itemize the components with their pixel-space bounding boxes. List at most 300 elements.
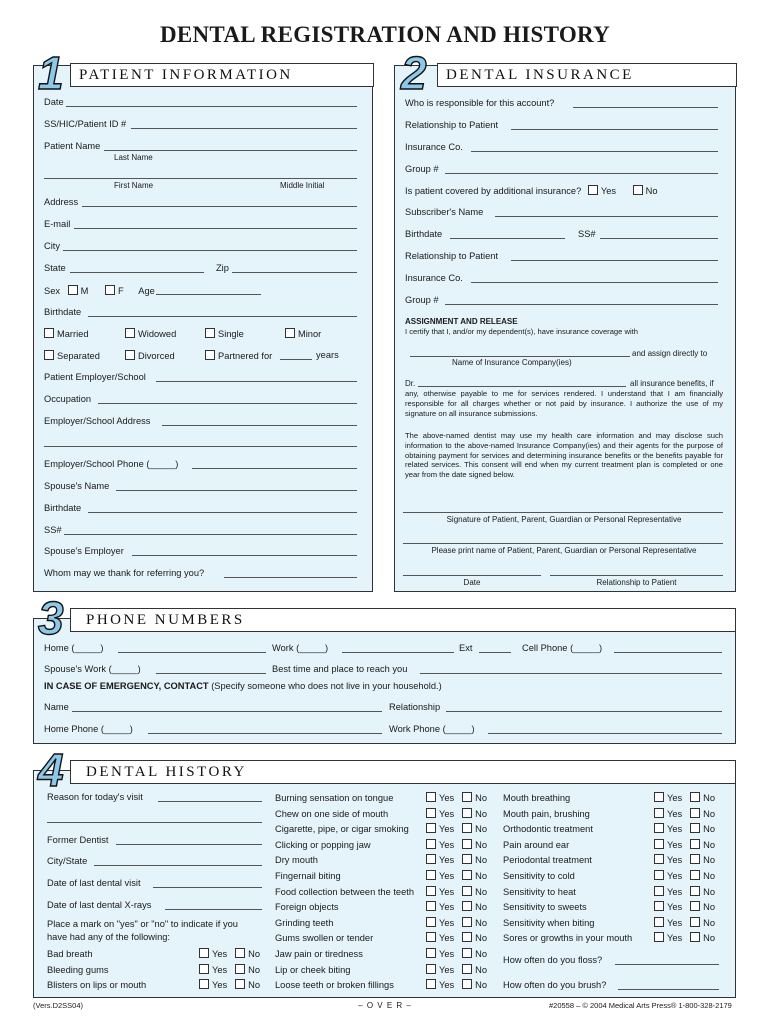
history-no-checkbox[interactable] [462,932,472,942]
yes-label: Yes [667,793,683,803]
address-label: Address [44,197,79,207]
history-no-checkbox[interactable] [462,854,472,864]
spouse-work-label: Spouse's Work (_____) [44,664,141,674]
history-item-label: Sensitivity to cold [503,871,575,881]
history-item [503,792,715,804]
employer-phone-label: Employer/School Phone (_____) [44,459,179,469]
minor-label: Minor [298,329,322,339]
history-no-checkbox[interactable] [462,823,472,833]
emergency-heading: IN CASE OF EMERGENCY, CONTACT [44,681,209,691]
instruction-line-2: have had any of the following: [47,932,171,942]
yes-label: Yes [439,980,455,991]
history-yes-checkbox[interactable] [654,932,664,942]
state-field[interactable] [70,272,204,273]
history-item-label: Lip or cheek biting [275,964,351,975]
separated-label: Separated [57,351,100,361]
ssid-field[interactable] [131,128,357,129]
sex-f-label: F [117,286,124,296]
reason-label: Reason for today's visit [47,792,143,802]
history-item [275,917,487,929]
history-no-checkbox[interactable] [462,839,472,849]
history-item [503,808,715,820]
history-item-label: Loose teeth or broken fillings [275,980,394,991]
history-item [47,979,260,991]
email-field[interactable] [74,228,357,229]
subscriber-label: Subscriber's Name [405,207,484,217]
yes-label: Yes [667,902,683,913]
section-number-4: 4 [38,744,64,796]
partnered-years-field[interactable] [280,359,312,360]
no-label: No [248,964,261,975]
no-label: No [475,964,488,975]
history-item [503,932,715,944]
city-state-field[interactable] [94,865,262,866]
history-item-label: Bleeding gums [47,964,109,975]
signature-field[interactable] [403,512,723,513]
over-text: – O V E R – [358,1001,412,1010]
history-no-checkbox[interactable] [690,839,700,849]
history-item-label: Sensitivity when biting [503,917,595,928]
history-item [275,823,487,835]
employer-field[interactable] [156,381,357,382]
no-label: No [703,855,716,866]
form-title: DENTAL REGISTRATION AND HISTORY [159,22,611,47]
history-yes-checkbox[interactable] [654,901,664,911]
last-visit-field[interactable] [153,887,262,888]
history-yes-checkbox[interactable] [199,979,209,989]
history-no-checkbox[interactable] [690,792,700,802]
city-label: City [44,241,61,251]
yes-label: Yes [439,917,455,928]
history-yes-checkbox[interactable] [654,839,664,849]
history-yes-checkbox[interactable] [426,808,436,818]
additional-no-label: No [645,186,658,196]
history-item [275,854,487,866]
last-name-field[interactable] [104,150,357,151]
section-number-2: 2 [401,47,427,99]
separated-option [44,350,100,362]
first-name-field[interactable] [44,178,357,179]
floss-field[interactable] [615,964,719,965]
insurance-company-caption: Name of Insurance Company(ies) [452,358,572,367]
history-item [47,964,260,976]
responsible-label: Who is responsible for this account? [405,98,555,108]
yes-label: Yes [439,949,455,959]
no-label: No [703,886,716,897]
zip-field[interactable] [232,272,357,273]
history-no-checkbox[interactable] [690,917,700,927]
sex-row [44,285,155,297]
history-no-checkbox[interactable] [690,870,700,880]
former-dentist-label: Former Dentist [47,835,109,845]
history-item-label: Clicking or popping jaw [275,839,371,850]
divorced-label: Divorced [138,351,175,361]
yes-label: Yes [439,839,455,850]
insurance-co-field[interactable] [471,151,718,152]
spouse-name-label: Spouse's Name [44,481,110,491]
employer-label: Patient Employer/School [44,372,146,382]
history-item [275,808,487,820]
insurance-co2-field[interactable] [471,282,718,283]
birthdate-label: Birthdate [44,307,82,317]
history-yes-checkbox[interactable] [199,948,209,958]
certify-text: I certify that I, and/or my dependent(s), have insurance coverage with [405,327,638,336]
history-item [503,854,715,866]
no-label: No [475,902,488,913]
history-no-checkbox[interactable] [235,979,245,989]
yes-label: Yes [667,871,683,881]
address-field[interactable] [82,206,357,207]
ext-label: Ext [459,643,473,653]
insurance-co-label: Insurance Co. [405,142,463,152]
best-time-field[interactable] [420,673,722,674]
history-yes-checkbox[interactable] [426,839,436,849]
yes-label: Yes [212,949,228,959]
print-name-caption: Please print name of Patient, Parent, Guardian or Personal Representative [431,546,697,555]
history-yes-checkbox[interactable] [426,948,436,958]
yes-label: Yes [439,886,455,897]
emergency-name-label: Name [44,702,69,712]
yes-label: Yes [439,808,455,819]
yes-label: Yes [667,808,683,819]
history-item-label: Mouth breathing [503,793,571,803]
copyright-text: #20558 – © 2004 Medical Arts Press® 1-800-328-2179 [549,1001,732,1010]
version-text: (Vers.D2SS04) [33,1001,84,1010]
signed-date-caption: Date [463,578,481,587]
yes-label: Yes [439,793,455,803]
dental-history-heading: DENTAL HISTORY [86,764,247,780]
dentist-name-field[interactable] [418,386,626,387]
additional-no-checkbox[interactable] [633,185,643,195]
referral-label: Whom may we thank for referring you? [44,568,205,578]
no-label: No [475,824,488,835]
history-item-label: Burning sensation on tongue [275,793,394,803]
history-no-checkbox[interactable] [462,808,472,818]
history-yes-checkbox[interactable] [654,792,664,802]
signature-caption: Signature of Patient, Parent, Guardian or Personal Representative [446,515,682,524]
widowed-checkbox[interactable] [125,328,135,338]
last-visit-label: Date of last dental visit [47,878,141,888]
date-field[interactable] [66,106,357,107]
date-label: Date [44,97,64,107]
emergency-work-phone-label: Work Phone (_____) [389,724,475,734]
history-yes-checkbox[interactable] [426,823,436,833]
history-no-checkbox[interactable] [690,886,700,896]
last-xrays-label: Date of last dental X-rays [47,900,152,910]
yes-label: Yes [667,855,683,866]
history-yes-checkbox[interactable] [426,964,436,974]
history-no-checkbox[interactable] [690,901,700,911]
history-item [275,964,487,976]
home-phone-label: Home (_____) [44,643,104,653]
emergency-work-phone-field[interactable] [488,733,722,734]
city-state-label: City/State [47,856,88,866]
minor-checkbox[interactable] [285,328,295,338]
no-label: No [703,839,716,850]
emergency-home-phone-label: Home Phone (_____) [44,724,133,734]
divorced-checkbox[interactable] [125,350,135,360]
emergency-note: (Specify someone who does not live in your household.) [211,681,442,691]
ins-ss-label: SS# [578,229,596,239]
no-label: No [703,793,716,803]
history-item-label: Sensitivity to heat [503,886,576,897]
no-label: No [475,886,488,897]
history-item [275,932,487,944]
additional-insurance-label: Is patient covered by additional insurance? [405,186,582,196]
history-no-checkbox[interactable] [690,932,700,942]
employer-address-label: Employer/School Address [44,416,151,426]
history-item-label: Blisters on lips or mouth [47,980,147,991]
yes-label: Yes [439,824,455,835]
history-item [503,839,715,851]
work-phone-field[interactable] [342,652,454,653]
history-no-checkbox[interactable] [235,964,245,974]
history-yes-checkbox[interactable] [426,932,436,942]
history-yes-checkbox[interactable] [654,917,664,927]
history-item-label: Grinding teeth [275,917,334,928]
history-yes-checkbox[interactable] [426,870,436,880]
additional-yes-checkbox[interactable] [588,185,598,195]
ins-birthdate-field[interactable] [450,238,565,239]
partnered-label: Partnered for [218,351,273,361]
spouse-employer-field[interactable] [132,555,357,556]
married-checkbox[interactable] [44,328,54,338]
yes-label: Yes [439,964,455,975]
reason-field[interactable] [158,801,262,802]
no-label: No [703,933,716,944]
yes-label: Yes [439,855,455,866]
no-label: No [703,824,716,835]
no-label: No [248,980,261,991]
history-yes-checkbox[interactable] [199,964,209,974]
former-dentist-field[interactable] [116,844,262,845]
no-label: No [475,855,488,866]
history-yes-checkbox[interactable] [654,823,664,833]
sex-m-checkbox[interactable] [68,285,78,295]
relationship2-field[interactable] [511,260,718,261]
reason-field-2[interactable] [47,822,262,823]
history-item [503,870,715,882]
group2-label: Group # [405,295,439,305]
no-label: No [703,917,716,928]
zip-label: Zip [216,263,229,273]
no-label: No [703,808,716,819]
yes-label: Yes [667,824,683,835]
history-no-checkbox[interactable] [462,886,472,896]
history-item [275,886,487,898]
phone-numbers-heading: PHONE NUMBERS [86,612,245,628]
partnered-checkbox[interactable] [205,350,215,360]
history-yes-checkbox[interactable] [426,901,436,911]
occupation-field[interactable] [98,403,357,404]
no-label: No [703,902,716,913]
disclosure-paragraph: The above-named dentist may use my health care information and may disclose such information to the above-named Insurance Company(ies) and their agents for the purpose of obtaining payment for services and determining insurance benefits or the benefits payable for related services. This consent will end when my current treatment plan is completed or one year from the date signed below. [405,431,723,480]
married-option [44,328,89,340]
no-label: No [475,808,488,819]
home-phone-field[interactable] [118,652,266,653]
history-item [275,870,487,882]
sex-f-checkbox[interactable] [105,285,115,295]
city-field[interactable] [63,250,357,251]
history-yes-checkbox[interactable] [426,854,436,864]
history-yes-checkbox[interactable] [426,886,436,896]
no-label: No [475,839,488,850]
email-label: E-mail [44,219,71,229]
yes-label: Yes [212,980,228,991]
widowed-option [125,328,176,340]
history-no-checkbox[interactable] [235,948,245,958]
birthdate-field[interactable] [88,316,357,317]
married-label: Married [57,329,89,339]
yes-label: Yes [667,917,683,928]
signer-relationship-field[interactable] [550,575,723,576]
yes-label: Yes [667,839,683,850]
yes-label: Yes [667,886,683,897]
employer-address-field-2[interactable] [44,446,357,447]
relationship-label: Relationship to Patient [405,120,499,130]
spouse-name-field[interactable] [116,490,357,491]
no-label: No [475,917,488,928]
history-no-checkbox[interactable] [462,964,472,974]
referral-field[interactable] [224,577,357,578]
insurance-co2-label: Insurance Co. [405,273,463,283]
work-phone-label: Work (_____) [272,643,329,653]
no-label: No [475,871,488,881]
print-name-field[interactable] [403,543,723,544]
yes-label: Yes [439,902,455,913]
employer-address-field[interactable] [162,425,357,426]
minor-option [285,328,321,340]
age-field[interactable] [156,294,261,295]
additional-insurance-row [405,185,658,197]
history-item-label: Food collection between the teeth [275,886,415,897]
history-no-checkbox[interactable] [690,808,700,818]
history-item-label: Cigarette, pipe, or cigar smoking [275,824,409,835]
history-yes-checkbox[interactable] [426,792,436,802]
middle-initial-caption: Middle Initial [280,181,325,190]
section-number-3: 3 [38,592,64,644]
ins-birthdate-label: Birthdate [405,229,443,239]
history-item-label: Bad breath [47,949,93,959]
history-yes-checkbox[interactable] [654,886,664,896]
history-item [503,823,715,835]
responsible-field[interactable] [573,107,718,108]
last-name-caption: Last Name [114,153,153,162]
history-item-label: Fingernail biting [275,871,341,881]
subscriber-field[interactable] [495,216,718,217]
history-yes-checkbox[interactable] [426,917,436,927]
history-item [275,901,487,913]
divorced-option [125,350,175,362]
history-item [275,948,487,960]
relationship-field[interactable] [511,129,718,130]
instruction-line-1: Place a mark on "yes" or "no" to indicate if you [47,919,238,929]
history-no-checkbox[interactable] [690,823,700,833]
history-item-label: Sensitivity to sweets [503,902,587,913]
history-item-label: Gums swollen or tender [275,933,374,944]
history-no-checkbox[interactable] [462,979,472,989]
brush-field[interactable] [618,989,719,990]
history-no-checkbox[interactable] [462,792,472,802]
history-no-checkbox[interactable] [690,854,700,864]
additional-yes-label: Yes [600,186,617,196]
history-item-label: Chew on one side of mouth [275,808,389,819]
history-no-checkbox[interactable] [462,948,472,958]
group-label: Group # [405,164,439,174]
assign-directly-text: and assign directly to [632,349,708,358]
cell-phone-field[interactable] [614,652,722,653]
section-number-1: 1 [38,47,64,99]
group2-field[interactable] [445,304,718,305]
ssid-label: SS/HIC/Patient ID # [44,119,127,129]
emergency-home-phone-field[interactable] [148,733,382,734]
history-no-checkbox[interactable] [462,870,472,880]
no-label: No [475,949,488,959]
assignment-heading: ASSIGNMENT AND RELEASE [405,317,518,326]
emergency-relationship-label: Relationship [389,702,441,712]
ext-field[interactable] [479,652,511,653]
single-label: Single [218,329,244,339]
yes-label: Yes [212,964,228,975]
ins-ss-field[interactable] [600,238,718,239]
occupation-label: Occupation [44,394,92,404]
yes-label: Yes [439,871,455,881]
emergency-relationship-field[interactable] [446,711,722,712]
single-option [205,328,244,340]
history-no-checkbox[interactable] [462,917,472,927]
no-label: No [248,949,261,959]
no-label: No [475,793,488,803]
emergency-name-field[interactable] [72,711,382,712]
history-no-checkbox[interactable] [462,901,472,911]
history-item-label: Jaw pain or tiredness [275,949,363,959]
history-yes-checkbox[interactable] [654,808,664,818]
group-field[interactable] [445,173,718,174]
spouse-birthdate-field[interactable] [88,512,357,513]
ss-field[interactable] [64,534,357,535]
history-item-label: Pain around ear [503,839,570,850]
history-item [275,792,487,804]
last-xrays-field[interactable] [165,909,262,910]
no-label: No [475,933,488,944]
employer-phone-field[interactable] [192,468,357,469]
relationship2-label: Relationship to Patient [405,251,499,261]
no-label: No [703,871,716,881]
history-item-label: Foreign objects [275,902,339,913]
sex-label: Sex [44,286,61,296]
floss-label: How often do you floss? [503,955,603,965]
age-label: Age [138,286,155,296]
yes-label: Yes [439,933,455,944]
history-yes-checkbox[interactable] [654,870,664,880]
ss-label: SS# [44,525,62,535]
all-benefits-text: all insurance benefits, if [630,379,714,388]
history-yes-checkbox[interactable] [426,979,436,989]
history-item [503,917,715,929]
history-item-label: Orthodontic treatment [503,824,593,835]
separated-checkbox[interactable] [44,350,54,360]
spouse-employer-label: Spouse's Employer [44,546,124,556]
signed-date-field[interactable] [403,575,541,576]
spouse-work-field[interactable] [156,673,266,674]
history-yes-checkbox[interactable] [654,854,664,864]
history-item [503,886,715,898]
patient-name-label: Patient Name [44,141,101,151]
spouse-birthdate-label: Birthdate [44,503,82,513]
emergency-instruction [44,681,442,692]
single-checkbox[interactable] [205,328,215,338]
dr-label: Dr. [405,379,416,388]
